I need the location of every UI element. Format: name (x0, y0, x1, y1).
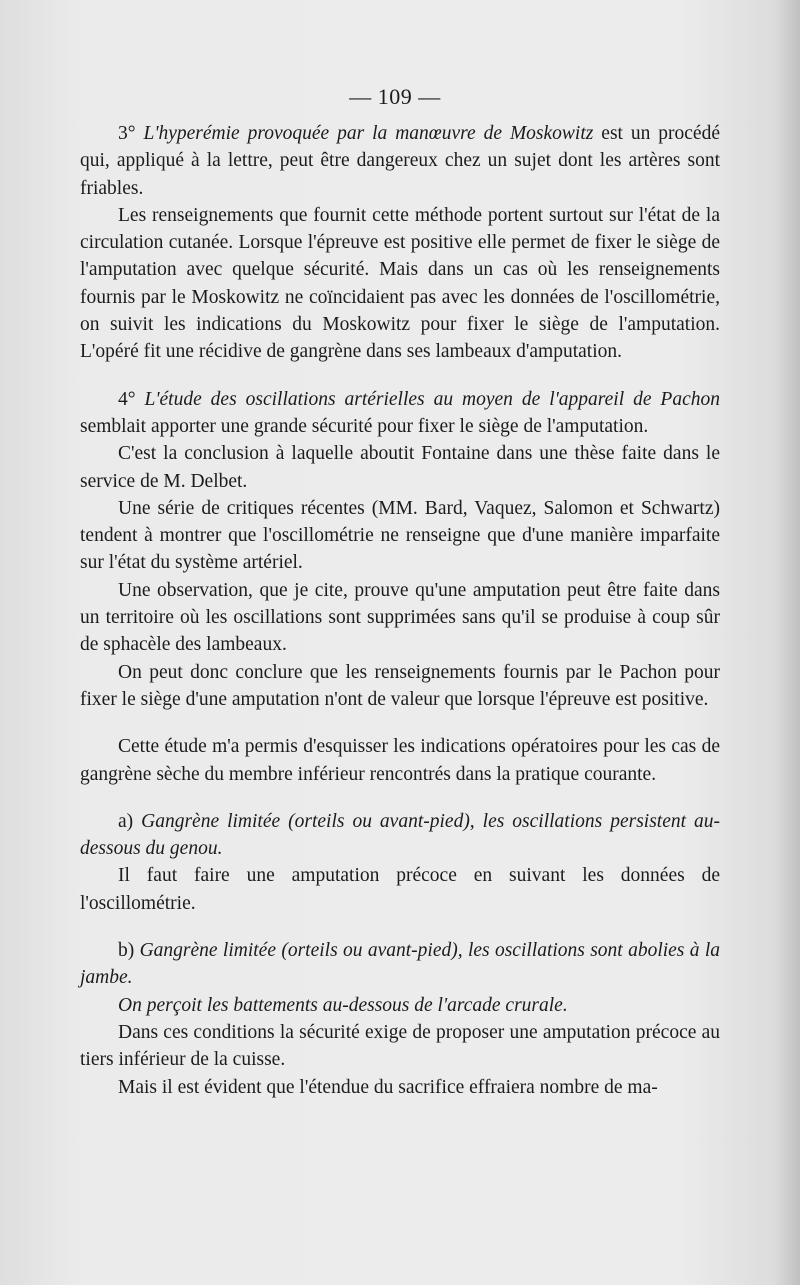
paragraph-3: 3° L'hyperémie provoquée par la manœuvre de Moskowitz est un procédé qui, appliqué à la lettre, peut être dangereux chez un sujet dont les artères sont friables. (80, 123, 720, 199)
paragraph: Une série de critiques récentes (MM. Bard, Vaquez, Salomon et Schwartz) tendent à montrer que l'oscillométrie ne renseigne que d'une manière imparfaite sur l'état du système artériel. (80, 497, 720, 574)
page-number: — 109 — (349, 84, 441, 109)
paragraph: Les renseignements que fournit cette méthode portent surtout sur l'état de la circulation cutanée. Lorsque l'épreuve est positive elle permet de fixer le siège de l'amputation avec quelque sécurité. Mais dans un cas où les renseignements fournis par le Moskowitz ne coïncidaient pas avec les données de l'oscillométrie, on suivit les indications du Moskowitz pour fixer le siège de l'amputation. L'opéré fit une récidive de gangrène dans ses lambeaux d'amputation. (80, 204, 720, 363)
paragraph: Cette étude m'a permis d'esquisser les indications opératoires pour les cas de gangrène sèche du membre inférieur rencontrés dans la pratique courante. (80, 736, 720, 785)
paragraph-b: b) Gangrène limitée (orteils ou avant-pied), les oscillations sont abolies à la jambe. (80, 940, 720, 989)
body-text (80, 120, 720, 1101)
paragraph-a: a) Gangrène limitée (orteils ou avant-pied), les oscillations persistent au-dessous du genou. (80, 810, 720, 860)
paragraph-italic: On perçoit les battements au-dessous de l'arcade crurale. (118, 994, 568, 1016)
paragraph: Une observation, que je cite, prouve qu'une amputation peut être faite dans un territoire où les oscillations sont supprimées sans qu'il se produise à coup sûr de sphacèle des lambeaux. (80, 579, 720, 656)
paragraph: Mais il est évident que l'étendue du sacrifice effraiera nombre de ma- (118, 1076, 658, 1098)
paragraph-4: 4° L'étude des oscillations artérielles au moyen de l'appareil de Pachon semblait apporter une grande sécurité pour fixer le siège de l'amputation. (80, 388, 720, 437)
paragraph: Dans ces conditions la sécurité exige de proposer une amputation précoce au tiers inférieur de la cuisse. (80, 1021, 720, 1071)
paragraph: Il faut faire une amputation précoce en suivant les données de l'oscillométrie. (80, 865, 720, 914)
paragraph: On peut donc conclure que les renseignements fournis par le Pachon pour fixer le siège d'une amputation n'ont de valeur que lorsque l'épreuve est positive. (80, 661, 720, 710)
page-edge-shadow (774, 0, 800, 1285)
paragraph: C'est la conclusion à laquelle aboutit Fontaine dans une thèse faite dans le service de M. Delbet. (80, 443, 720, 492)
